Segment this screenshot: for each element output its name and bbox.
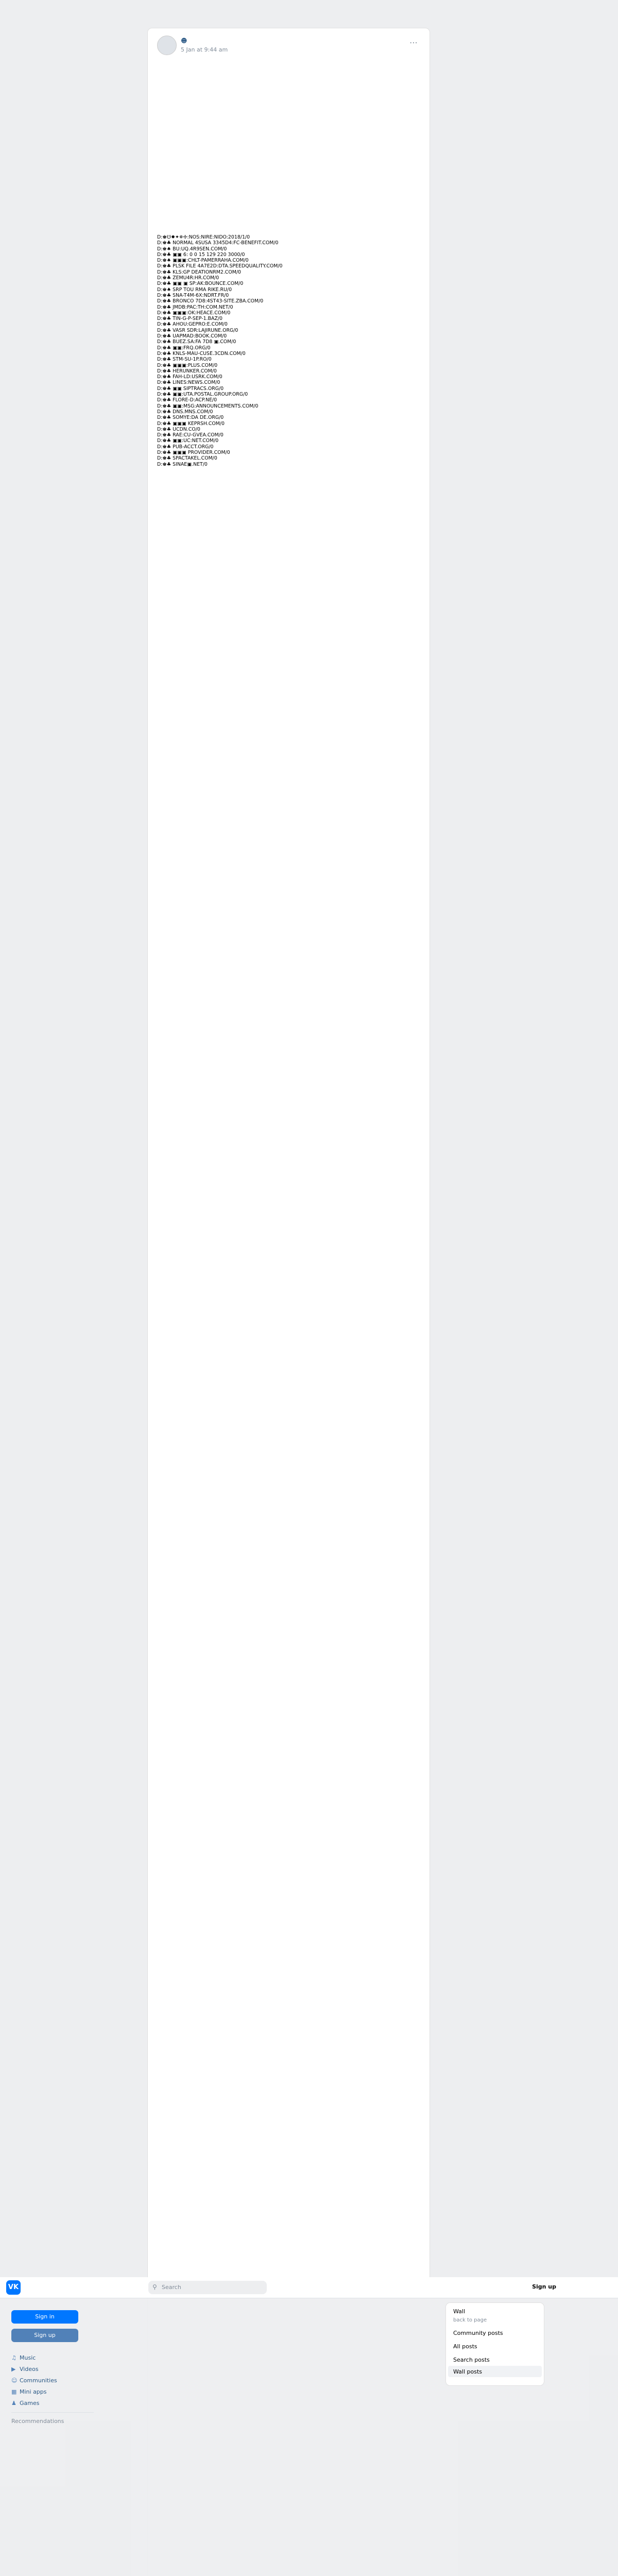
search-input[interactable]: Search — [162, 2284, 181, 2291]
divider — [11, 2412, 94, 2413]
vk-logo[interactable]: VK — [6, 2280, 21, 2295]
post-line[interactable]: D:♚♣ SOMYE:DA DE.ORG/0 — [157, 415, 224, 421]
post-line[interactable]: D:♚♣ BUEZ.SA:FA 7D8 ▣.COM/0 — [157, 339, 236, 345]
sidebar-item-communities[interactable] — [11, 2375, 94, 2386]
post-line[interactable]: D:♚♣ KLS:GP DEATIONRM2.COM/0 — [157, 269, 241, 275]
sidebar-item-label: Videos — [20, 2366, 39, 2372]
post-line[interactable]: D:♚♣ ▣▣:FRQ.ORG/0 — [157, 345, 211, 351]
sidebar-item-label: Mini apps — [20, 2388, 47, 2395]
top-bar — [0, 2277, 618, 2298]
post-line[interactable]: D:♚♣ ▣▣:UTA.POSTAL.GROUP.ORG/0 — [157, 392, 248, 398]
post-line[interactable]: D:♚☋✹✦✵✢:NOS:NIRE:NIDO:2018/1/0 — [157, 234, 250, 240]
post-line[interactable]: D:♚♣ ▣▣ SIPTRACS.ORG/0 — [157, 385, 224, 392]
post-line[interactable]: D:♚♣ NORMAL 4SUSA 3345D4:FC-BENEFIT.COM/0 — [157, 240, 279, 246]
post-line[interactable]: D:♚♣ FLORE-D:ACP.NE/0 — [157, 397, 217, 403]
post-line[interactable]: D:♚♣ UAPMAD:BOOK.COM/0 — [157, 333, 227, 340]
post-line[interactable]: D:♚♣ ▣▣ 6: 0 0 15 129 220 3000/0 — [157, 251, 245, 258]
post-line[interactable]: D:♚♣ UCDN.CO/0 — [157, 426, 200, 432]
post-line[interactable]: D:♚♠ SRP TOU RMA RIKE.RU/0 — [157, 286, 232, 293]
avatar[interactable] — [157, 36, 177, 55]
wall-filter-panel — [446, 2303, 544, 2385]
post-line[interactable]: D:♚♣ PLSK FILE 4A7E2D:DTA.SPEEDQUALITY.COM/0 — [157, 263, 283, 269]
panel-subtitle[interactable]: back to page — [453, 2317, 487, 2323]
post-line[interactable]: D:♚♣ ▣▣:UC:NET.COM/0 — [157, 438, 219, 444]
post-line[interactable]: D:♚♣ AHOU:GEPRO:E.COM/0 — [157, 321, 228, 328]
filter-all-posts[interactable]: All posts — [453, 2343, 477, 2350]
post-text — [157, 234, 420, 2576]
post-line[interactable]: D:♚♣ BRONCO 7D8:4ST43-SITE.ZBA.COM/0 — [157, 298, 264, 304]
post-author[interactable]: ☻ — [181, 37, 187, 44]
post-line[interactable]: D:♚♣ VASR SDR:LAJIRUNE.ORG/0 — [157, 327, 238, 333]
search-icon: ⚲ — [152, 2283, 157, 2291]
filter-search-posts[interactable]: Search posts — [453, 2357, 490, 2363]
sidebar-item-label: Music — [20, 2354, 36, 2361]
post-line[interactable]: D:♚♠ ▣▣▣:CHLT-PAMERRAHA.COM/0 — [157, 258, 249, 264]
post-header — [157, 36, 420, 56]
post-line[interactable]: D:♚♣ DNS.MNS.COM/0 — [157, 409, 213, 415]
music-icon: ♫ — [11, 2354, 16, 2361]
sidebar-nav — [11, 2352, 94, 2427]
post-date[interactable]: 5 Jan at 9:44 am — [181, 46, 228, 53]
post-line[interactable]: D:♚♠ BU:UQ.4R9SEN.COM/0 — [157, 246, 227, 252]
post-line[interactable]: D:♚♣ ▣▣▣ PROVIDER.COM/0 — [157, 449, 230, 455]
sidebar-item-mini-apps[interactable] — [11, 2386, 94, 2398]
sidebar-item-label: Games — [20, 2400, 40, 2406]
signup-button[interactable]: Sign up — [11, 2329, 78, 2342]
post-line[interactable]: D:♚♣ PUB-ACCT.ORG/0 — [157, 444, 214, 450]
recommendations-link[interactable]: Recommendations — [11, 2418, 64, 2425]
post-line[interactable]: D:♚♣ KNLS-MAU-CUSE.3CDN.COM/0 — [157, 350, 246, 357]
post-line[interactable]: D:♚♣ ▣▣:MSG:ANNOUNCEMENTS.COM/0 — [157, 403, 259, 409]
filter-community-posts[interactable]: Community posts — [453, 2330, 503, 2336]
post-line[interactable]: D:♚♣ SNA-T4M-6X:NDRT.FR/0 — [157, 292, 229, 298]
filter-wall-posts[interactable]: Wall posts — [453, 2368, 483, 2375]
search-box[interactable] — [148, 2281, 267, 2294]
more-icon[interactable]: ⋯ — [409, 38, 418, 47]
sidebar-item-music[interactable] — [11, 2352, 94, 2364]
top-signup-link[interactable]: Sign up — [532, 2283, 556, 2290]
post-line[interactable]: D:♚♣ HERUNKER.COM/0 — [157, 368, 217, 374]
post-line[interactable]: D:♚♣ ▣▣▣:OK:HEACE.COM/0 — [157, 310, 231, 316]
post-line[interactable]: D:♚♣ SINAE▣.NET/0 — [157, 461, 208, 467]
communities-icon: ☺ — [11, 2377, 18, 2384]
post-line[interactable]: D:♚♣ SPACTAKEL.COM/0 — [157, 455, 217, 462]
post-line[interactable]: D:♚♣ RAE:CU-GVEA.COM/0 — [157, 432, 224, 438]
post-line[interactable]: D:♚♣ ZEMU4R:HR.COM/0 — [157, 275, 219, 281]
post-card — [148, 28, 430, 2576]
sidebar-item-videos[interactable] — [11, 2364, 94, 2375]
post-line[interactable]: D:♚♣ LINES:NEWS.COM/0 — [157, 380, 220, 386]
signin-button[interactable]: Sign in — [11, 2310, 78, 2324]
games-icon: ♟ — [11, 2400, 16, 2406]
miniapps-icon: ▦ — [11, 2388, 17, 2395]
video-icon: ▶ — [11, 2366, 16, 2372]
post-line[interactable]: D:♚♣ STM-SU-1P.RO/0 — [157, 357, 212, 363]
post-line[interactable]: D:♚♣ FAH-LD:USRK.COM/0 — [157, 374, 222, 380]
post-line[interactable]: D:♚♣ ▣▣ ▣ SP:AK:BOUNCE.COM/0 — [157, 281, 244, 287]
post-line[interactable]: D:♚♣ ▣▣▣:PLUS.COM/0 — [157, 362, 218, 368]
post-line[interactable]: D:♚♣ TIN-G-P-SEP-1.BAZ/0 — [157, 316, 222, 322]
post-line[interactable]: D:♚♣ JMDB:PAC:TH:COM.NET/0 — [157, 304, 233, 310]
panel-title: Wall — [453, 2308, 466, 2315]
post-line[interactable]: D:♚♣ ▣▣▣ KEPRSH.COM/0 — [157, 420, 225, 427]
sidebar-item-games[interactable] — [11, 2398, 94, 2409]
sidebar-item-label: Communities — [20, 2377, 57, 2384]
